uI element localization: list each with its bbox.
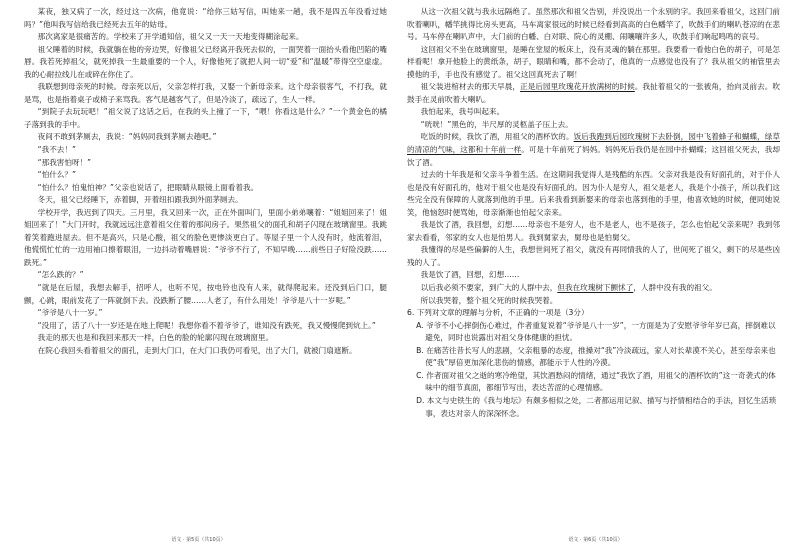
paragraph: 我联想到母亲死的时候。母亲死以后，父亲怎样打我，又娶一个新母亲来。这个母亲很客气，不打我，就是骂，也是指着桌子或椅子来骂我。客气是越客气了，但是冷淡了，疏远了，生人一样。 <box>24 82 387 104</box>
paragraph: “就是在后屋，我想去解手，招呼人，也听不见，按电铃也没有人来，就得爬起来。还没到后门口，腿颤，心跳，眼前发花了一阵就倒下去。没跌断了腰……人老了，有什么用处！爷爷是八十一岁呢。” <box>24 283 387 305</box>
paragraph: 祖父睡着的时候，我就躺在他的旁边哭，好像祖父已经离开我死去似的，一面哭着一面抬头看他凹陷的嘴唇。我若死掉祖父，就死掉我一生最重要的一个人，好像他死了就把人间一切“爱”和“温暖”带得空空虚虚。我的心耐拉线儿在或碎在你住了。 <box>24 44 387 79</box>
paragraph: 那次离家是很痛苦的。学校来了开学通知信，祖父又一天一天地变得糊涂起来。 <box>37 32 304 42</box>
paragraph: 我怕起来，我号叫起来。 <box>420 107 505 117</box>
right-page <box>397 0 794 546</box>
paragraph: 学校开学，我迟到了四天。三月里，我又回来一次，正在外面叫门，里面小弟弟嚷着：“姐姐回来了！姐姐回来了！”大门开时，我就远远注意着祖父住着的那间房子。果然祖父的面孔和胡子闪现在玻璃窗里。我跳着笑着跑进屋去。但不是高兴，只是心酸，祖父的脸色更惨淡更白了。等屋子里一个人没有时，他流着泪，他慌慌忙忙的一边用袖口擦着眼泪，一边抖动着嘴唇说：“爷爷不行了，不知早晚……前些日子好险没跌……跌死。” <box>24 207 387 267</box>
paragraph: 冬天，祖父已经睡下，赤着脚，开着纽扣跟我到外面茅厕去。 <box>37 195 243 205</box>
paragraph: “怕什么？” <box>37 170 76 180</box>
underlined-phrase: 但我在玫瑰树下颤怵了 <box>557 283 634 293</box>
paragraph: 夜间不敢到茅厕去，我说：“妈妈同我到茅厕去趟吧。” <box>37 132 217 142</box>
paragraph: “到院子去玩玩吧！”祖父说了这话之后，在我的头上撞了一下，“喂！你看这是什么？”一个黄金色的橘子落到我的手中。 <box>24 107 387 129</box>
paragraph: 从这一次祖父就与我永远隔绝了。虽然那次和祖父告别，并没说出一个永别的字。我回来看祖父，这回门前吹着喇叭，幡竿挑得比房头更高，马车离家很远的时候已经看到高高的白色幡竿了，吹鼓手们的喇叭苍凉的在悲号。马车停在喇叭声中，大门前的白幡、白对联、院心的灵棚、闹嚷嚷许多人，吹鼓手们响起鸣鸣的哀号。 <box>407 7 780 42</box>
underlined-phrase: 正是后园里玫瑰花开放满树的时候 <box>520 82 635 92</box>
paragraph: 在院心我回头看着祖父的面孔，走到大门口，在大门口我仍可看见，出了大门，就被门扇遮断。 <box>37 345 357 355</box>
paragraph: 过去的十年我是和父亲斗争着生活。在这期间我觉得人是残酷的东西。父亲对我是没有好面孔的，对于仆人也是没有好面孔的，他对于祖父也是没有好面孔的。因为仆人是穷人，祖父是老人，我是个小孩子，所以我们这些完全没有保障的人就落到他的手里。后来我看到新娶来的母亲也落到他的手里，他喜欢她的时候，便同她说笑，他恼怒时便骂她，母亲渐渐也怕起父亲来。 <box>407 170 780 217</box>
paragraph: 某夜，独又病了一次，经过这一次病，他竟说：“给你三姑写信，叫她来一趟，我不是四五年没看过她吗？”他叫我写信给我已经死去五年的姑母。 <box>24 7 387 29</box>
paragraph: 我懂得的尽是些偏僻的人生，我想世间死了祖父，就没有再同情我的人了，世间死了祖父，剩下的尽是些凶残的人了。 <box>407 245 780 267</box>
paragraph: “我不去！” <box>37 145 76 155</box>
paragraph: 我是饮了酒，回想，幻想…… <box>420 270 520 280</box>
paragraph: 我走的那天也是和我回来那天一样，白色的脸的轮廓闪现在玻璃窗里。 <box>37 333 274 343</box>
underlined-phrase: 饭后我跑到后园玫瑰树下去卧倒，园中飞着蜂子和蝴蝶，绿草的清凉的气味，这都和十年前一样 <box>407 132 781 155</box>
paragraph-roses: 祖父装进棺材去的那天早晨，正是后园里玫瑰花开放满树的时候。我扯着祖父的一张被角，抬向灵前去。吹鼓手在灵前吹着大喇叭。 <box>407 82 781 104</box>
option-a[interactable]: A. 爷爷不小心摔倒伤心难过，作者重复说着“爷爷是八十一岁”，一方面是为了安慰爷爷年岁已高，摔倒难以避免，同时也说露出对祖父身体健康的担忧。 <box>416 320 776 343</box>
option-d[interactable]: D. 本文与史铁生的《我与地坛》有颇多相似之处，二者都运用记叙、描写与抒情相结合的手法，回忆生活琐事，表达对亲人的深深怀念。 <box>416 395 777 418</box>
option-b[interactable]: B. 在痛苦往昔长写人的悲剧，父亲粗暴的态度，推搡对“我”冷淡疏远，家人对长辈漠不关心，甚至母亲来也使“我”厚倍更加深化悲伤的情感，都能示于人性的冷漠。 <box>416 345 776 368</box>
paragraph: “没用了，活了八十一岁还是在地上爬呢！我想你看不着爷爷了，谁知没有跌死，我又慢慢爬到炕上。” <box>37 320 376 330</box>
paragraph: “爷爷是八十一岁。” <box>37 308 103 318</box>
left-page-footer: 语文 · 第5页（共10页） <box>171 537 226 543</box>
paragraph-crowd: 以后我必须不要家，到广大的人群中去，但我在玫瑰树下颤怵了，人群中没有我的祖父。 <box>420 283 717 293</box>
question-title: 6. 下列对文章的理解与分析，不正确的一项是（3分） <box>407 308 589 318</box>
left-page-body <box>24 6 387 357</box>
paragraph: 所以我哭着，整个祖父死的时候我哭着。 <box>420 295 558 305</box>
paragraph: “咣咣！”黑色的，半尺厚的灵柩盖子压上去。 <box>420 119 573 129</box>
right-page-footer: 语文 · 第6页（共10页） <box>568 537 623 543</box>
paragraph: “那我害怕呀！” <box>37 157 92 167</box>
option-c[interactable]: C. 作者面对祖父之逝的寒冷绝望，其饮酒愁闷的情绪，通过“我饮了酒，用祖父的酒杯饮的”这一奇袭式的体味中的细节真面，都细节写出，表达苦涩的心理情感。 <box>416 370 776 393</box>
paragraph: “怎么跌的？” <box>37 270 84 280</box>
paragraph: 我是饮了酒，我回想，幻想……母亲也不是穷人，也不是老人，也不是孩子，怎么也怕起父亲来呢？我到邻家去看看，邻家的女人也是怕男人。我到舅家去，舅母也是怕舅父。 <box>407 220 780 242</box>
paragraph-garden: 吃饭的时候，我饮了酒，用祖父的酒杯饮的。饭后我跑到后园玫瑰树下去卧倒，园中飞着蜂子和蝴蝶，绿草的清凉的气味，这都和十年前一样。可是十年前死了妈妈。妈妈死后我仍是在园中扑蝴蝶；这回祖父死去，我却饮了酒。 <box>407 132 781 167</box>
paragraph: “怕什么？怕鬼怕神？”父亲也说话了，把眼睛从眼镜上面看着我。 <box>37 182 259 192</box>
paragraph: 这回祖父不坐在玻璃窗里，是睡在堂屋的板床上，没有灵魂的躺在那里。我要看一看他白色的胡子，可是怎样看呢！拿开他脸上的黄纸条，胡子，眼睛和嘴，都不会动了，他真的一点感觉也没有了？我从祖父的袖管里去摸他的手，手也没有感觉了。祖父这回真死去了啊！ <box>407 44 780 79</box>
